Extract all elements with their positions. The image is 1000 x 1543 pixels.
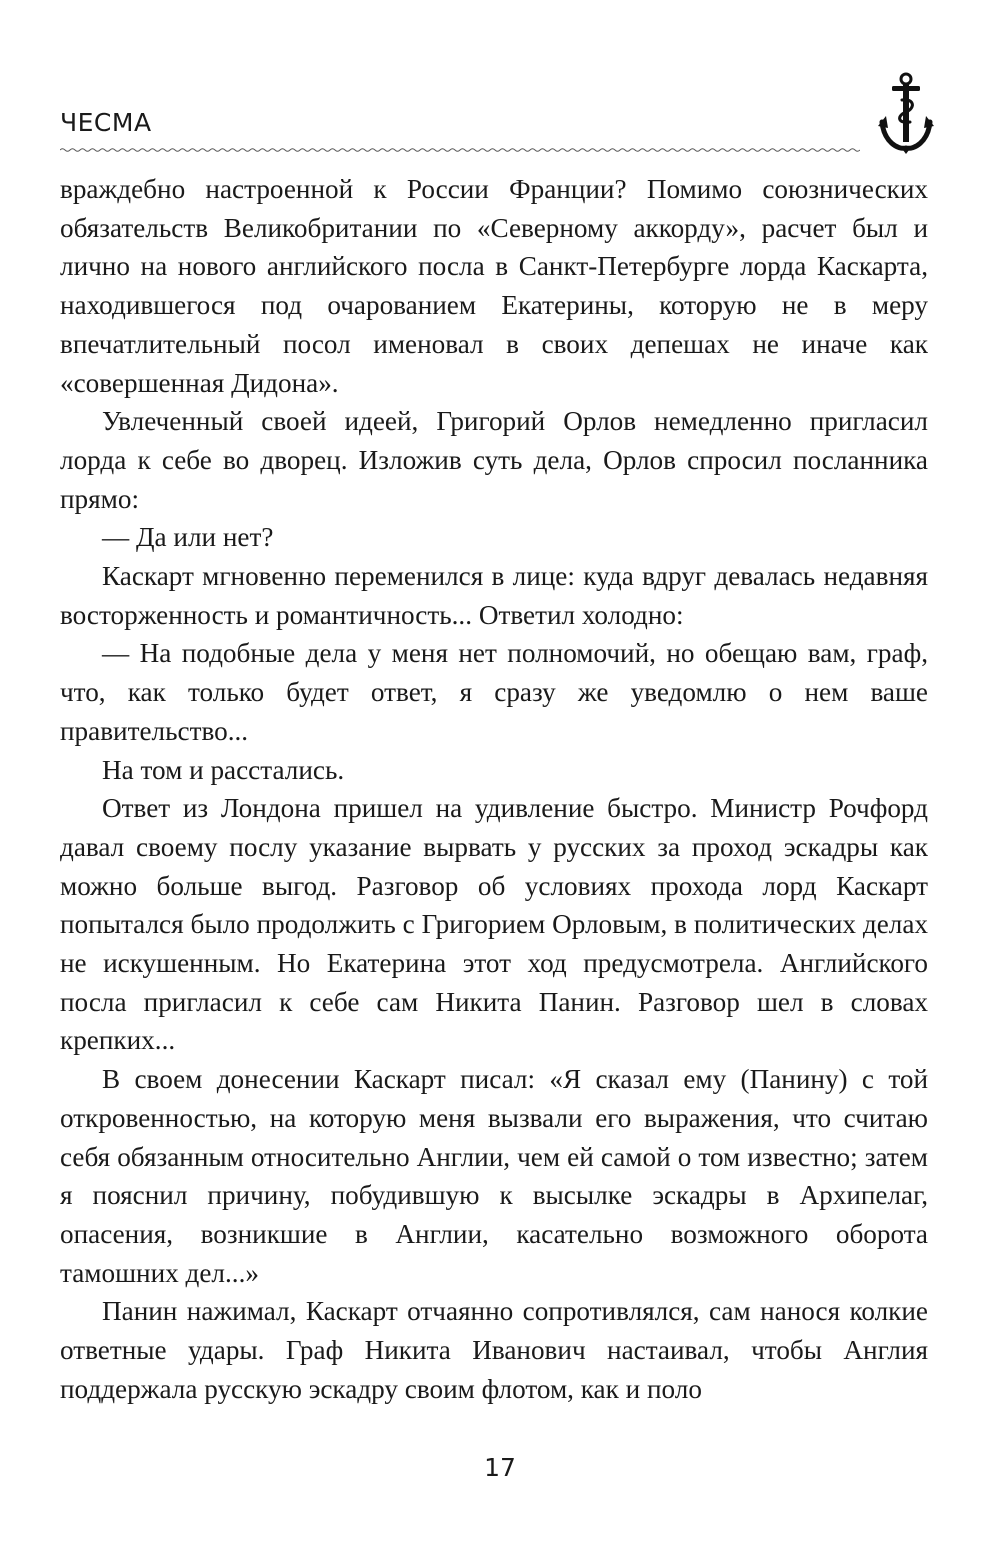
paragraph: — Да или нет?	[102, 522, 274, 553]
paragraph: Панин нажимал, Каскарт отчаянно сопротивлялся, сам нанося колкие ответные удары. Граф Никита Иванович настаивал, чтобы Англия поддержала русскую эскадру своим флотом, как и поло	[60, 1296, 928, 1404]
running-title: ЧЕСМА	[60, 108, 152, 137]
anchor-icon	[878, 72, 934, 154]
paragraph: На том и расстались.	[102, 754, 345, 785]
paragraph: Увлеченный своей идеей, Григорий Орлов немедленно пригласил лорда к себе во дворец. Изложив суть дела, Орлов спросил посланника прямо:	[60, 406, 928, 514]
paragraph: В своем донесении Каскарт писал: «Я сказал ему (Панину) с той откровенностью, на которую меня вызвали его выражения, что считаю себя обязанным относительно Англии, чем ей самой о том известно; затем я пояснил причину, побудившую к высылке эскадры в Архипелаг, опасения, возникшие в Англии, касательно возможного оборота тамошних дел...»	[60, 1064, 928, 1288]
paragraph: Ответ из Лондона пришел на удивление быстро. Министр Рочфорд давал своему послу указание вырвать у русских за проход эскадры как можно больше выгод. Разговор об условиях прохода лорд Каскарт попытался было продолжить с Григорием Орловым, в политических делах не искушенным. Но Екатерина этот ход предусмотрела. Английского посла пригласил к себе сам Никита Панин. Разговор шел в словах крепких...	[60, 793, 928, 1056]
header-wavy-rule	[60, 147, 860, 153]
page-number: 17	[484, 1453, 516, 1482]
paragraph: Каскарт мгновенно переменился в лице: куда вдруг девалась недавняя восторженность и романтичность... Ответил холодно:	[60, 561, 928, 630]
paragraph: враждебно настроенной к России Франции? Помимо союзнических обязательств Великобритании по «Северному аккорду», расчет был и лично на нового английского посла в Санкт-Петербурге лорда Каскарта, находившегося под очарованием Екатерины, которую не в меру впечатлительный посол именовал в своих депешах не иначе как «совершенная Дидона».	[60, 174, 928, 398]
paragraph: — На подобные дела у меня нет полномочий, но обещаю вам, граф, что, как только будет ответ, я сразу же уведомлю о нем ваше правительство...	[60, 638, 928, 746]
body-text	[60, 170, 928, 1409]
